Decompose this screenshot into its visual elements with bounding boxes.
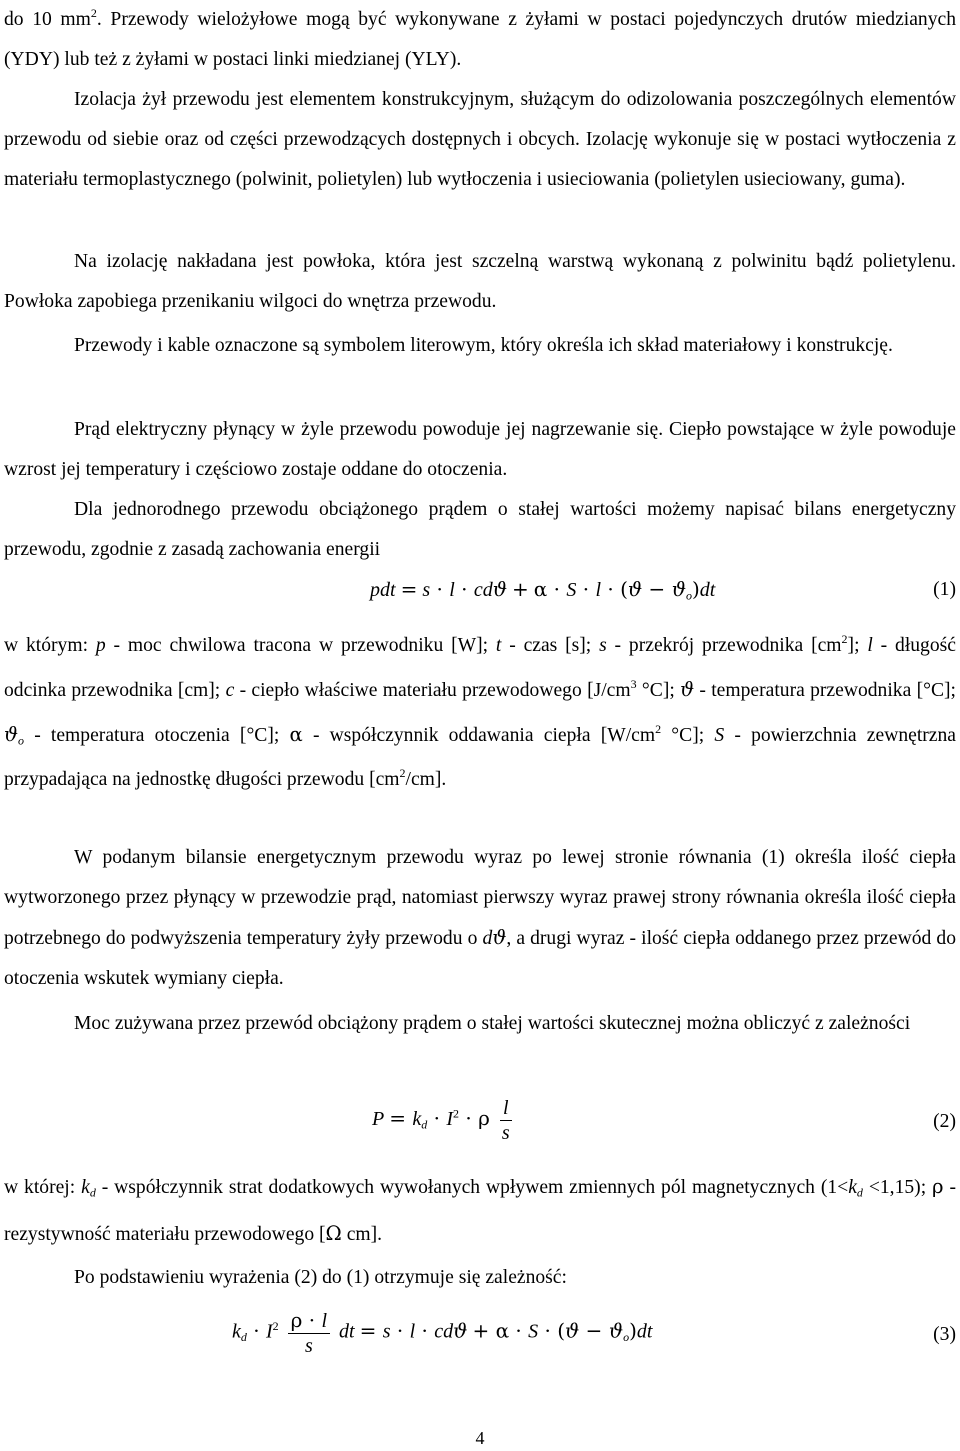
equation-2: $P = k_d \cdot I^2 \cdot \rho$ $\frac{l}{s}$: [372, 1096, 517, 1145]
paragraph-wire-types: do 10 $mm^2$. Przewody wielożyłowe mogą być wykonywane z żyłami w postaci pojedynczych drutów miedzianych (YDY) lub też z żyłami w postaci linki miedzianej (YLY).: [4, 6, 957, 70]
paragraph-energy-balance-intro: Dla jednorodnego przewodu obciążonego prądem o stałej wartości możemy napisać bilans energetyczny przewodu, zgodnie z zasadą zachowania energii: [4, 499, 956, 560]
paragraph-symbol-definitions: w którym: p - moc chwilowa tracona w przewodniku [W]; t - czas [s]; s - przekrój przewodnika $[cm^2]$; l - długość odcinka przewodnika [cm]; c - ciepło właściwe materiału przewodowego [$J/cm^3$ °C]; ϑ - temperatura przewodnika [°C]; $ϑ_o$ - temperatura otoczenia [°C]; α - współczynnik oddawania ciepła [$W/cm^2$ °C]; S - powierzchnia zewnętrzna przypadająca na jednostkę długości przewodu $[cm^2/cm]$.: [4, 632, 956, 790]
fraction-l-over-s: $\frac{l}{s}$: [501, 1097, 510, 1144]
fraction-rho-l-over-s: $\frac{\rho \cdot l}{s}$: [288, 1308, 330, 1358]
paragraph-power-intro: Moc zużywana przez przewód obciążony prądem o stałej wartości skutecznej można obliczyć z zależności: [74, 1013, 911, 1034]
paragraph-kd-rho-definitions: w której: $k_d$ - współczynnik strat dodatkowych wywołanych wpływem zmiennych pól magnetycznych $(1<k_d <1,15)$; ρ - rezystywność materiału przewodowego [Ω cm].: [4, 1175, 957, 1245]
paragraph-insulation: Izolacja żył przewodu jest elementem konstrukcyjnym, służącym do odizolowania poszczególnych elementów przewodu od siebie oraz od części przewodzących dostępnych i obcych. Izolację wykonuje się w postaci wytłoczenia z materiału termoplastycznego (polwinit, polietylen) lub wytłoczenia i usieciowania (polietylen usieciowany, guma).: [4, 89, 956, 190]
paragraph-current-heating: Prąd elektryczny płynący w żyle przewodu powoduje jej nagrzewanie się. Ciepło powstające w żyle powoduje wzrost jej temperatury i częściowo zostaje oddane do otoczenia.: [4, 419, 956, 480]
equation-1: pdt = $s \cdot l \cdot cdϑ + \alpha \cdot S \cdot l \cdot (ϑ - ϑ_o)dt$: [370, 577, 716, 603]
equation-1-number: (1): [933, 579, 956, 600]
paragraph-substitution: Po podstawieniu wyrażenia (2) do (1) otrzymuje się zależność:: [74, 1267, 567, 1288]
equation-3: $k_d \cdot I^2$ $\frac{\rho \cdot l}{s}$ dt = $s \cdot l \cdot cdϑ + \alpha \cdot S \cdot (ϑ - ϑ_o)dt$: [232, 1308, 653, 1357]
paragraph-symbols: Przewody i kable oznaczone są symbolem literowym, który określa ich skład materiałowy i konstrukcję.: [74, 335, 893, 356]
equation-2-number: (2): [933, 1111, 956, 1132]
paragraph-sheath: Na izolację nakładana jest powłoka, która jest szczelną warstwą wykonaną z polwinitu bądź polietylenu. Powłoka zapobiega przenikaniu wilgoci do wnętrza przewodu.: [4, 251, 956, 312]
equation-3-number: (3): [933, 1324, 956, 1345]
page-number: 4: [475, 1428, 485, 1448]
paragraph-balance-explanation: W podanym bilansie energetycznym przewodu wyraz po lewej stronie równania (1) określa ilość ciepła wytworzonego przez płynący w przewodzie prąd, natomiast pierwszy wyraz prawej strony równania określa ilość ciepła potrzebnego do podwyższenia temperatury żyły przewodu o dϑ, a drugi wyraz - ilość ciepła oddanego przez przewód do otoczenia wskutek wymiany ciepła.: [4, 847, 956, 989]
